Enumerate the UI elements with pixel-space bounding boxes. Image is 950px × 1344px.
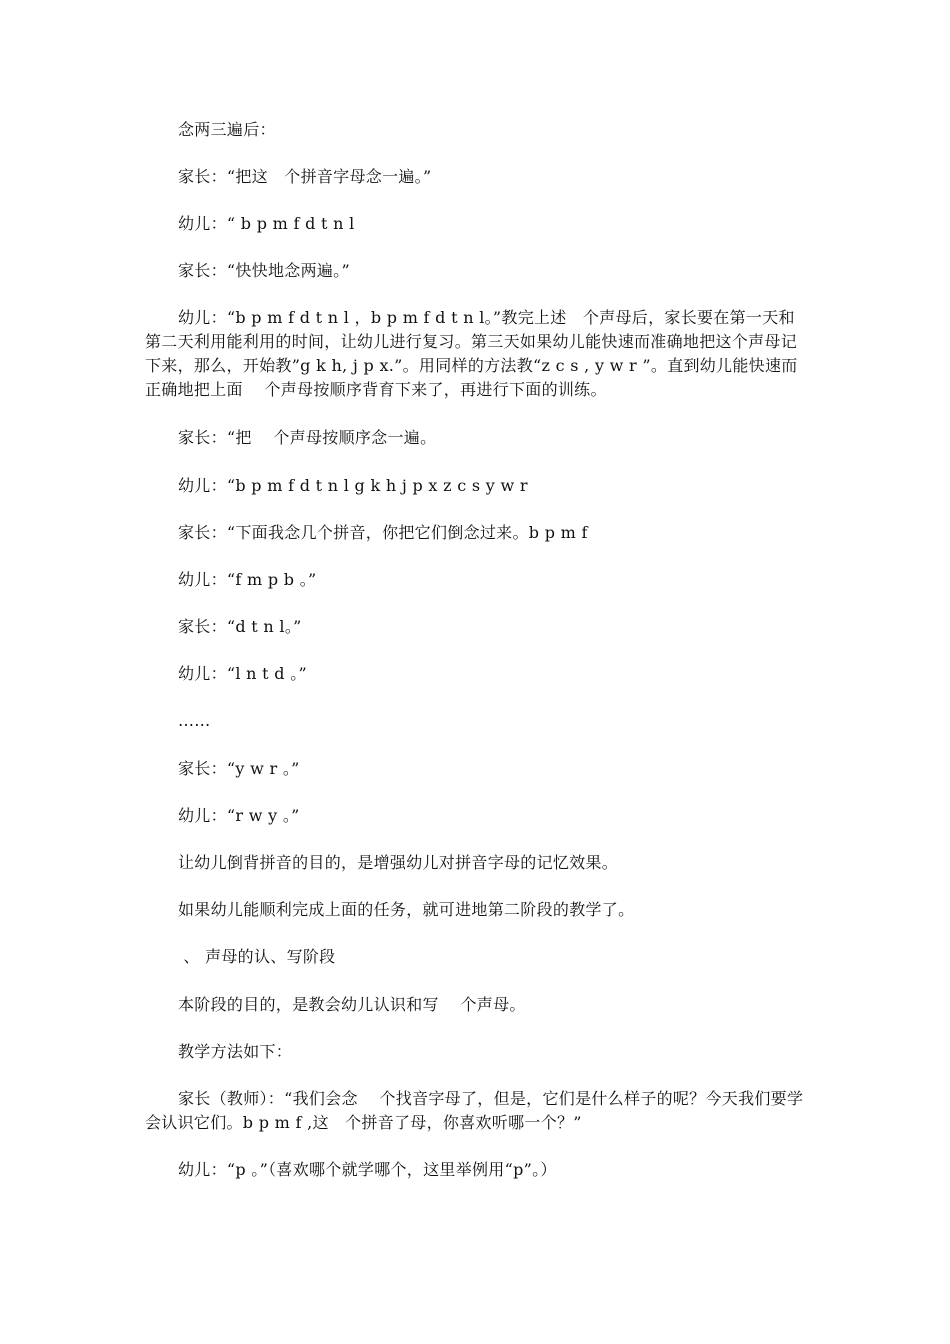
paragraph: 本阶段的目的，是教会幼儿认识和写 个声母。 xyxy=(178,995,526,1014)
paragraph: 家长：“快快地念两遍。” xyxy=(178,261,350,280)
paragraph: 家长：“d t n l。” xyxy=(178,617,302,636)
paragraph: …… xyxy=(178,711,211,730)
paragraph: 家长（教师）：“我们会念 个找音字母了，但是，它们是什么样子的呢？今天我们要学会认识它们。b p m f ,这 个拼音了母，你喜欢听哪一个？” xyxy=(145,1089,804,1132)
paragraph: 幼儿：“p 。”（喜欢哪个就学哪个，这里举例用“p”。） xyxy=(178,1160,557,1179)
paragraph: 教学方法如下： xyxy=(178,1042,293,1061)
paragraph: 家长：“y w r 。” xyxy=(178,759,300,778)
paragraph: 幼儿：“ b p m f d t n l xyxy=(178,214,355,233)
paragraph: 家长：“把 个声母按顺序念一遍。 xyxy=(178,428,437,447)
paragraph: 幼儿：“f m p b 。” xyxy=(178,570,317,589)
paragraph: 如果幼儿能顺利完成上面的任务，就可进地第二阶段的教学了。 xyxy=(178,900,635,919)
paragraph: 家长：“下面我念几个拼音，你把它们倒念过来。b p m f xyxy=(178,523,588,542)
section-heading: 、 声母的认、写阶段 xyxy=(178,947,336,966)
paragraph: 念两三遍后： xyxy=(178,120,276,139)
paragraph: 幼儿：“b p m f d t n l ，b p m f d t n l。”教完上述 个声母后，家长要在第一天和第二天利用能利用的时间，让幼儿进行复习。第三天如果幼儿能快速而准确地把这个声母记下来，那么，开始教”g k h, j p x.”。用同样的方法教“z c s , y w r ”。直到幼儿能快速而正确地把上面 个声母按顺序背育下来了，再进行下面的训练。 xyxy=(145,308,798,399)
paragraph: 家长：“把这 个拼音字母念一遍。” xyxy=(178,167,432,186)
paragraph: 幼儿：“r w y 。” xyxy=(178,806,300,825)
paragraph: 幼儿：“l n t d 。” xyxy=(178,664,307,683)
paragraph: 让幼儿倒背拼音的目的，是增强幼儿对拼音字母的记忆效果。 xyxy=(178,853,619,872)
paragraph: 幼儿：“b p m f d t n l g k h j p x z c s y w r xyxy=(178,476,528,495)
